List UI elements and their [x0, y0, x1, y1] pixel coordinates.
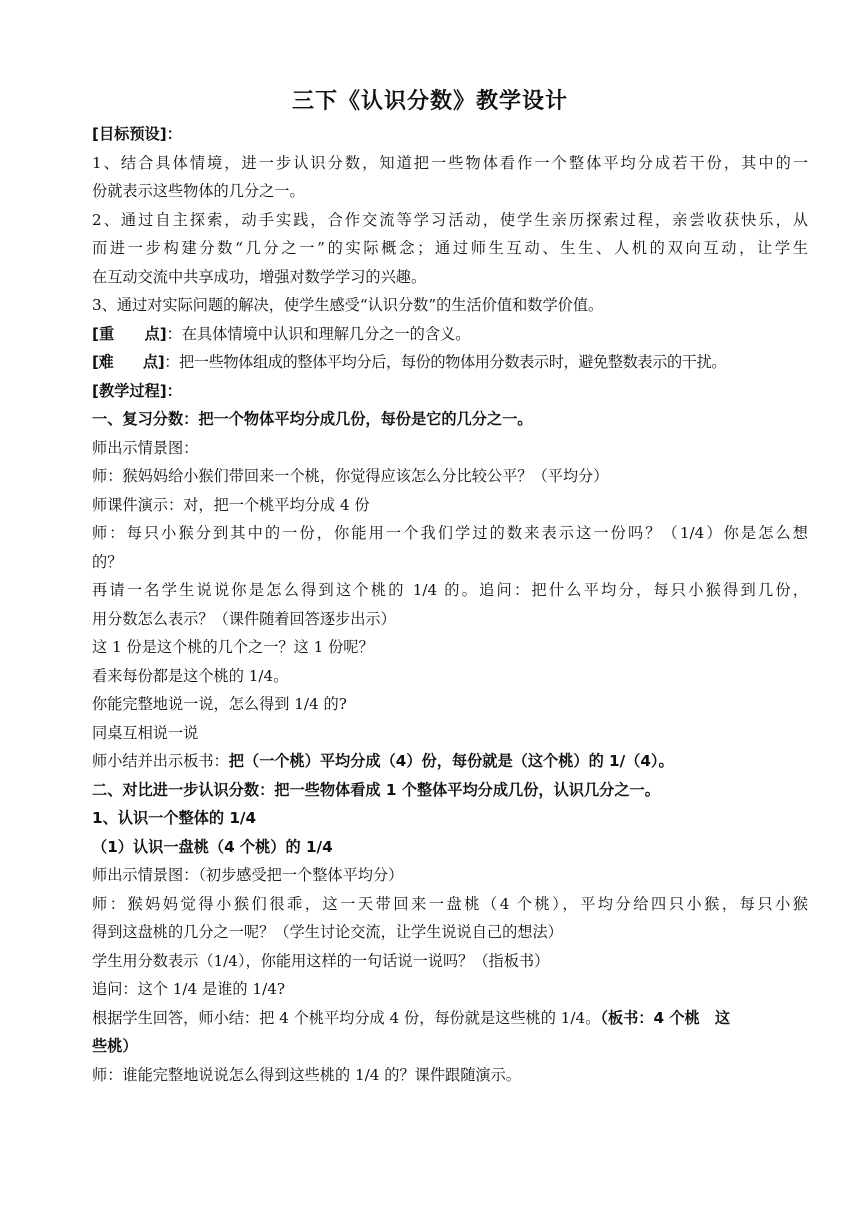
difficult-point-label: [难 点] — [92, 353, 165, 371]
paragraph: 师课件演示：对，把一个桃平均分成 4 份 — [92, 495, 370, 514]
section-2-heading: 二、对比进一步认识分数：把一些物体看成 1 个整体平均分成几份，认识几分之一。 — [92, 780, 660, 799]
key-point — [92, 320, 808, 349]
process-heading: [教学过程]： — [92, 381, 182, 400]
goal-2-line-1: 2、通过自主探索，动手实践，合作交流等学习活动，使学生亲历探索过程，亲尝收获快乐，从 — [92, 210, 808, 229]
goal-1-line-2: 份就表示这些物体的几分之一。 — [92, 182, 305, 200]
board-note: （板书：4 个桃 这 — [600, 1008, 731, 1027]
paragraph: 你能完整地说一说，怎么得到 1/4 的? — [92, 695, 347, 713]
paragraph: 学生用分数表示（1/4），你能用这样的一句话说一说吗？（指板书） — [92, 951, 550, 970]
paragraph: 师出示情景图：（初步感受把一个整体平均分） — [92, 866, 404, 884]
paragraph: 的？ — [92, 552, 123, 571]
difficult-point — [92, 348, 808, 377]
paragraph: 师：猴妈妈觉得小猴们很乖，这一天带回来一盘桃（4 个桃），平均分给四只小猴，每只小猴 — [92, 894, 808, 913]
paragraph: 师：每只小猴分到其中的一份，你能用一个我们学过的数来表示这一份吗？（1/4）你是怎么想 — [92, 524, 808, 542]
goal-1-line-1: 1、结合具体情境，进一步认识分数，知道把一些物体看作一个整体平均分成若干份，其中的一 — [92, 153, 808, 172]
paragraph: 这 1 份是这个桃的几个之一？这 1 份呢？ — [92, 638, 374, 656]
board-summary-text: 把（一个桃）平均分成（4）份，每份就是（这个桃）的 1/（4）。 — [228, 752, 674, 770]
section-1-heading: 一、复习分数：把一个物体平均分成几份，每份是它的几分之一。 — [92, 410, 533, 428]
paragraph: 追问：这个 1/4 是谁的 1/4? — [92, 980, 286, 998]
paragraph: 得到这盘桃的几分之一呢？（学生讨论交流，让学生说说自己的想法） — [92, 923, 563, 941]
paragraph: 再请一名学生说说你是怎么得到这个桃的 1/4 的。追问：把什么平均分，每只小猴得到几份， — [92, 581, 808, 599]
paragraph: 看来每份都是这个桃的 1/4。 — [92, 666, 289, 685]
document-body — [92, 120, 808, 1089]
teacher-summary-text: 根据学生回答，师小结：把 4 个桃平均分成 4 份，每份就是这些桃的 1/4。 — [92, 1008, 601, 1027]
paragraph: 师：猴妈妈给小猴们带回来一个桃，你觉得应该怎么分比较公平？（平均分） — [92, 467, 609, 485]
paragraph: 同桌互相说一说 — [92, 723, 199, 742]
key-point-label: [重 点] — [92, 324, 167, 343]
goal-2-line-2: 而进一步构建分数“几分之一”的实际概念；通过师生互动、生生、人机的双向互动，让学生 — [92, 239, 808, 257]
subsection-heading: （1）认识一盘桃（4 个桃）的 1/4 — [92, 837, 333, 856]
document-title: 三下《认识分数》教学设计 — [291, 89, 568, 114]
paragraph: 用分数怎么表示？（课件随着回答逐步出示） — [92, 609, 396, 628]
teacher-summary — [92, 1004, 808, 1033]
subsection-heading: 1、认识一个整体的 1/4 — [92, 809, 257, 827]
key-point-text: ：在具体情境中认识和理解几分之一的含义。 — [166, 324, 471, 343]
paragraph: 师出示情景图： — [92, 438, 199, 457]
goal-3: 3、通过对实际问题的解决，使学生感受“认识分数”的生活价值和数学价值。 — [92, 296, 604, 314]
paragraph: 师：谁能完整地说说怎么得到这些桃的 1/4 的？课件跟随演示。 — [92, 1065, 521, 1084]
board-summary — [92, 747, 808, 776]
board-summary-lead: 师小结并出示板书： — [92, 752, 229, 770]
board-note-continued: 些桃） — [92, 1037, 138, 1055]
goal-2-line-3: 在互动交流中共享成功，增强对数学学习的兴趣。 — [92, 267, 427, 286]
goals-heading: [目标预设]： — [92, 125, 182, 143]
difficult-point-text: ：把一些物体组成的整体平均分后，每份的物体用分数表示时，避免整数表示的干扰。 — [164, 353, 727, 371]
